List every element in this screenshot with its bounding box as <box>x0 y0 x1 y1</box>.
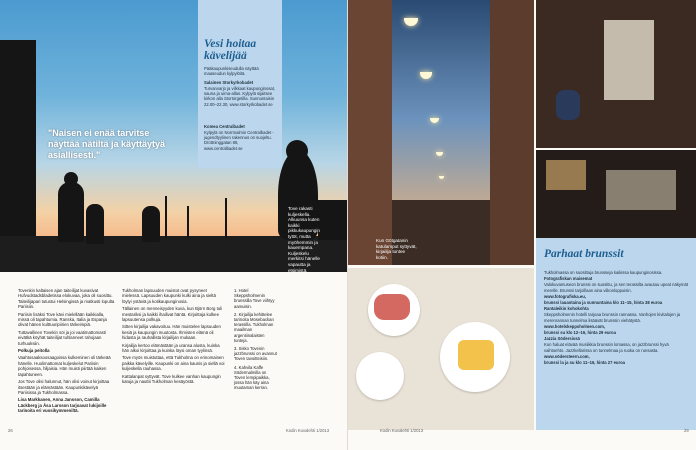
section-text: Skeppsholmenin hotelli tarjoaa brunssin rannassa. Vanhojen kivitalojen ja merenrannan tunnelma lisäävät brunssin viehätystä. <box>544 312 681 323</box>
body-column-1 <box>18 288 116 416</box>
paragraph: Lisa Markkanen, Anna Jansson, Camilla Läckberg ja Åsa Larsson tarjoavat lukijoille tarinoita eri vuosikymmeniltä. <box>18 397 107 414</box>
box-text <box>544 270 690 366</box>
section-title: Rantaleikin kohokohta <box>544 306 589 312</box>
page-number: 26 <box>8 428 13 433</box>
box-item2-text: Kylpylä on Norrmalmin Centralbadet - jugendtyylinen rakennus on suojeltu. Drottninggatan 88, www.centralbadet.se <box>204 130 274 151</box>
paragraph: Tovenkin kaltaisen ajan taiteilijat kuvasivat Hufvudstadsbladetissa elokuvaa, joka oli suosittu. Taiteilijapari tutustui Helsingissä ja matkusti lopulta Pariisiin. <box>18 288 115 310</box>
cafe-photo-1 <box>536 0 696 148</box>
paragraph: Vaahtosaaksoosaagoissa kulkeminen oli tärkeää hänelle. Huolimattomat kuljeskelut Pariisin pohjoisessa, hiljaisia. Hän muisti piirtää kaiken tapahtuneen. <box>18 355 111 377</box>
body-column-2 <box>122 288 226 387</box>
right-page <box>348 0 696 450</box>
sidebar-box-water <box>198 0 282 168</box>
box-item2-title: Komea Centralbadet <box>204 124 245 129</box>
section-text: Valokuvamuseon brunssi on suosittu, ja sen terassilta avautuu upeat näkymät merelle. Brunssi tarjoillaan aina viikonloppuisin. <box>544 282 689 293</box>
sidebar-box-brunch <box>536 238 696 430</box>
pull-quote: "Naisen ei enää tarvitse näyttää nätiltä ja käyttäytyä asiallisesti." <box>48 128 166 160</box>
street-photo <box>348 0 534 265</box>
paragraph: Jos Tove olisi halunnut, hän olisi voinut kirjoittaa itsestään ja elämästään. Kaupunkikävelyä Pariisissa ja Tukholmassa. <box>18 379 110 395</box>
note-item: 3. Sisko Tovenin jazzbrunssi on avannut Toven tavoitteisiin. <box>234 346 277 362</box>
box-lead: Tukholmassa on suosittuja brunsseja kaikissa kaupunginosissa. <box>544 270 663 275</box>
page-number: 29 <box>684 428 689 433</box>
note-item: 4. Kahvila Kaffe Södermalmilla on Toven lempipaikka, jossa hän käy aina muutaman kerran. <box>234 364 270 391</box>
box-title: Parhaat brunssit <box>544 248 624 260</box>
section-link: www.södersteern.com, <box>544 353 590 359</box>
magazine-name: Kodin Kuvalehti 1/2013 <box>286 428 330 433</box>
paragraph: Tukholman lapsuuden muistot ovat pysyneet mielessä. Lapsuuden kaupunki kulki aina ja sieltä löytyi ystäviä ja kotikaupunginosia. <box>122 288 216 304</box>
photo-notes <box>234 288 278 394</box>
photo-caption: Tove rakasti kuljeskella. Alkuunsa kuten kaikki pikkukaupungin tytöt, mutta myöhemmin ja kauempana. Kuljeskelu merkitsi hänelle vapautta ja etsimistä. <box>288 206 320 273</box>
section-link: www.fotografiska.eu, <box>544 293 586 299</box>
brunch-photo <box>348 268 534 430</box>
paragraph: Tove myös muistuttaa, että Tukholma on erinomainen paikka kävelyille. Kaupunki on aina kaunis ja siellä voi kuljeskella rauhassa. <box>122 355 225 372</box>
subheading: Polkuja peitolla <box>18 348 50 354</box>
paragraph: Pariisin lisäksi Tove kävi mielellään kaikkialla, missä oli tapahtumia. Ranska, Italia ja Espanja olivat hänen kulttuuripiirien tärkeimpiä. <box>18 311 107 328</box>
paragraph: Kirjailija kertoo elämästään ja uransa alusta, kuinka hän alkoi kirjoittaa ja kuinka löysi oman tyylinsä. <box>122 342 220 354</box>
paragraph: Tuttavallinen Tovekin söi ja joi vaatimattomasti eivätkä köyhät taiteilijat tuhlanneet rahojaan turhuuksiin. <box>18 329 106 346</box>
box-item1-title: Salainen Storkyrkobadet <box>204 80 254 85</box>
box-lead: Pääkaupunkiseudulla näyttää maaseudun kylpylöitä. <box>204 66 259 77</box>
section-link: www.hotelskeppsholmen.com, <box>544 323 606 329</box>
paragraph: Kattalanpat syttyvät. Tove kulkee vanhan kaupungin katuja ja nauttii Tukholman kesäyöstä. <box>122 373 221 385</box>
section-time: brunssi la ja su klo 11–16, hinta 27 euroa <box>544 360 625 366</box>
street-caption: Kun Götgatanin katulamput syttyvät, kirjailija tuntee kotiin. <box>376 238 417 260</box>
section-title: Fotografiskan maisemat <box>544 276 593 282</box>
paragraph: Sitten kirjailija vakavoituu. Hän muistelee lapsuuden kesiä ja kaupungin muutosta. Ihmisten elämä oli hidasta ja rauhallista kirjailijan mukaan. <box>122 324 221 341</box>
section-time: brunssi su klo 12–16, hinta 29 euroa <box>544 330 616 336</box>
section-text: Kun haluat elävää musiikkia brunssin lomassa, on jazzbrunssi hyvä vaihtoehto. Jazzkellarissa on tunnelmaa ja ruoka on runsasta. <box>544 342 669 353</box>
box-title: Vesi hoitaa kävelijää <box>204 38 257 62</box>
note-item: 1. Hotel Skeppsholmenin brunssilla Tove viihtyy aamuisin. <box>234 288 275 309</box>
cafe-photo-2 <box>536 150 696 242</box>
paragraph: Tällainen on menneisyyden kuva, kun Björn Borg tuli mestariksi ja kaikki ihailivat häntä. Kirjoittaja kulkee lapsuutensa polkuja. <box>122 306 223 323</box>
magazine-name: Kodin Kuvalehti 1/2013 <box>380 428 424 433</box>
box-item1-text: Turvanvarjo ja vilkkaat kaupunginosat, sauna ja uima-allas. Kylpylä sijaitsee kirkon alla Stortorgetilla. Sunnuntaisin 22.00–22.30, www.storkyrkobadet.se <box>204 86 276 107</box>
section-time: brunssi lauantaina ja sunnuntaina klo 11–15, hinta 38 euroa <box>544 300 663 306</box>
note-item: 2. Kirjailija kehittelee tarinoita Mosebackan terassilla. Tukholman maailman argentiinalaisten tunteja. <box>234 311 274 343</box>
section-title: Jazzia Södersissä <box>544 336 580 342</box>
